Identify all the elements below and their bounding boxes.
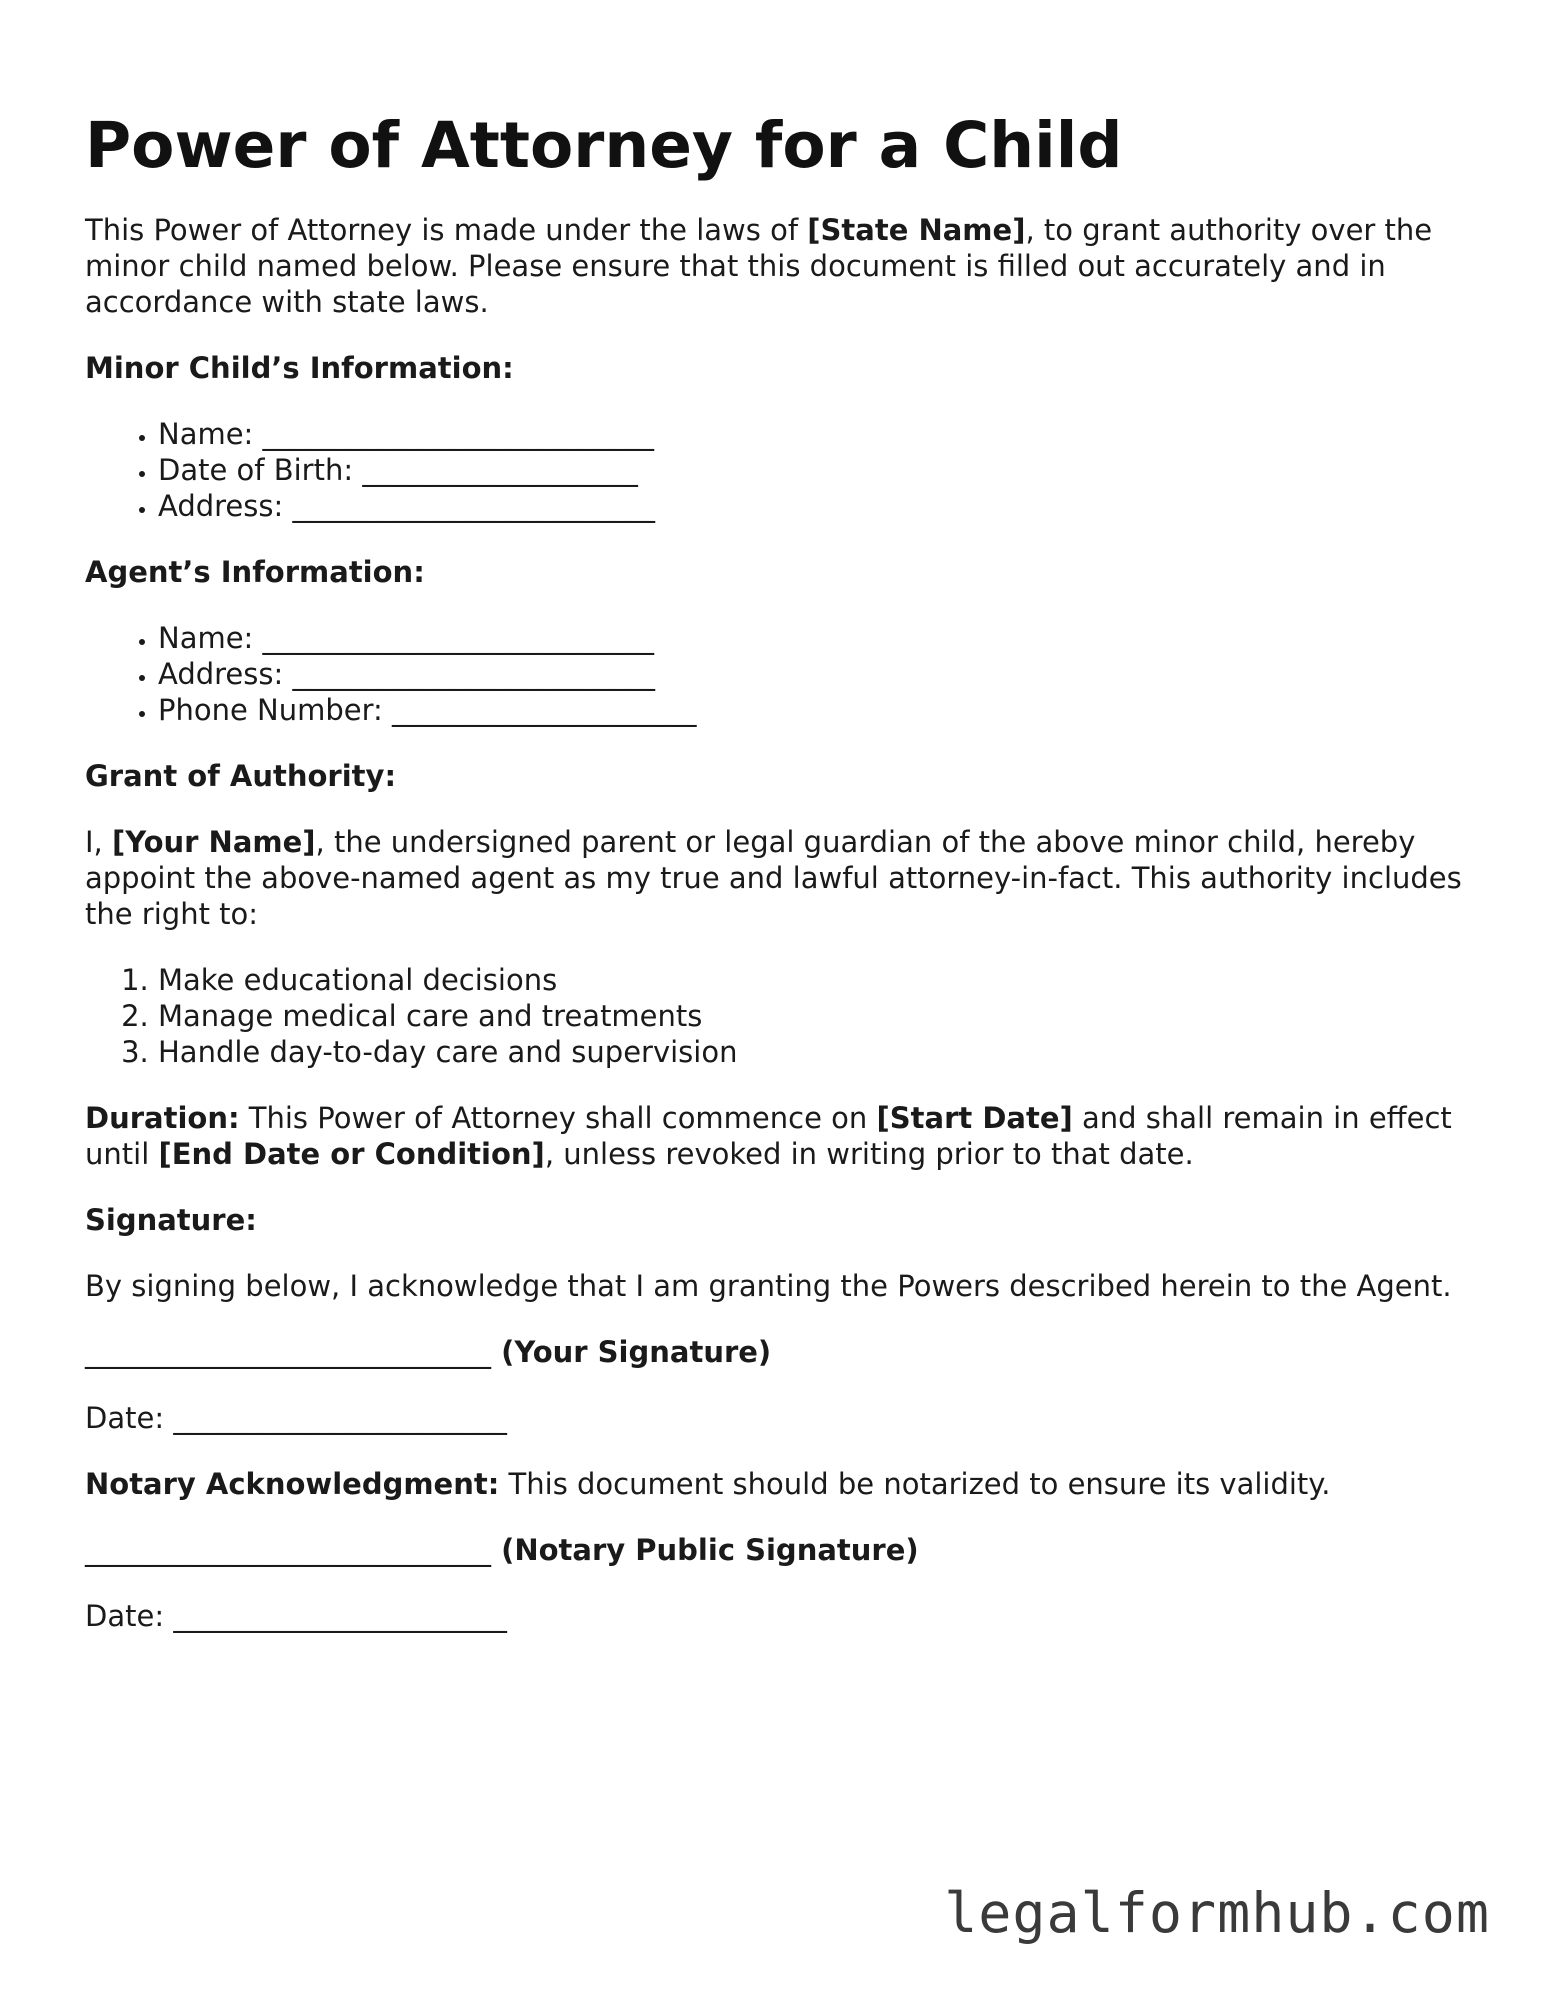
site-watermark: legalformhub.com [944,1881,1490,1945]
notary-date-label: Date: [85,1599,174,1633]
grant-body: , the undersigned parent or legal guardian of the above minor child, hereby appoint the above-named agent as my true and lawful attorney-in-fact. This authority includes the right to: [85,825,1462,931]
child-address-blank[interactable]: _________________________ [292,489,655,523]
agent-phone-label: Phone Number: [158,693,393,727]
notary-signature-line[interactable]: ____________________________ [85,1533,491,1567]
agent-address-blank[interactable]: _________________________ [292,657,655,691]
duration-text: and shall remain in effect until [85,1101,1452,1171]
child-dob-blank[interactable]: ___________________ [362,453,638,487]
signature-heading: Signature: [85,1203,257,1237]
duration-label: Duration: [85,1101,240,1135]
agent-info-list [85,620,1465,728]
grant-heading: Grant of Authority: [85,759,397,793]
list-item: 1. Make educational decisions [158,962,1465,998]
duration-text: , unless revoked in writing prior to that date. [544,1137,1194,1171]
signature-line[interactable]: ____________________________ [85,1335,491,1369]
list-item: 2. Manage medical care and treatments [158,998,1465,1034]
intro-text-end: , to grant authority over the minor child named below. Please ensure that this document is filled out accurately and in accordance with state laws. [85,213,1433,319]
intro-paragraph [85,212,1465,320]
child-info-list [85,416,1465,524]
agent-name-blank[interactable]: ___________________________ [262,621,655,655]
agent-info-heading: Agent’s Information: [85,555,425,589]
your-signature-label: (Your Signature) [491,1335,772,1369]
your-name-placeholder: [Your Name] [112,825,316,859]
child-info-heading: Minor Child’s Information: [85,351,514,385]
agent-name-label: Name: [158,621,263,655]
list-item [158,488,1465,524]
notary-date-row [85,1598,1465,1634]
notary-text: This document should be notarized to ensure its validity. [499,1467,1331,1501]
list-item [158,656,1465,692]
grant-paragraph [85,824,1465,932]
state-name-placeholder: [State Name] [807,213,1026,247]
duration-paragraph [85,1100,1465,1172]
intro-text-start: This Power of Attorney is made under the laws of [85,213,808,247]
signature-date-row [85,1400,1465,1436]
end-date-placeholder: [End Date or Condition] [158,1137,545,1171]
rights-list [85,962,1465,1070]
grant-prefix: I, [85,825,112,859]
list-item [158,692,1465,728]
child-name-blank[interactable]: ___________________________ [262,417,655,451]
signature-statement: By signing below, I acknowledge that I am granting the Powers described herein to the Agent. [85,1269,1452,1303]
notary-line-row [85,1532,1465,1568]
list-item [158,452,1465,488]
signature-date-label: Date: [85,1401,174,1435]
notary-signature-label: (Notary Public Signature) [491,1533,919,1567]
duration-text: This Power of Attorney shall commence on [239,1101,877,1135]
list-item [158,416,1465,452]
list-item: 3. Handle day-to-day care and supervision [158,1034,1465,1070]
notary-date-blank[interactable]: _______________________ [173,1599,507,1633]
list-item [158,620,1465,656]
signature-date-blank[interactable]: _______________________ [173,1401,507,1435]
child-dob-label: Date of Birth: [158,453,363,487]
document-title: Power of Attorney for a Child [85,109,1123,182]
agent-address-label: Address: [158,657,293,691]
notary-paragraph [85,1466,1465,1502]
start-date-placeholder: [Start Date] [876,1101,1073,1135]
child-address-label: Address: [158,489,293,523]
agent-phone-blank[interactable]: _____________________ [392,693,697,727]
signature-line-row [85,1334,1465,1370]
document-page [85,108,1465,1664]
child-name-label: Name: [158,417,263,451]
notary-label: Notary Acknowledgment: [85,1467,500,1501]
